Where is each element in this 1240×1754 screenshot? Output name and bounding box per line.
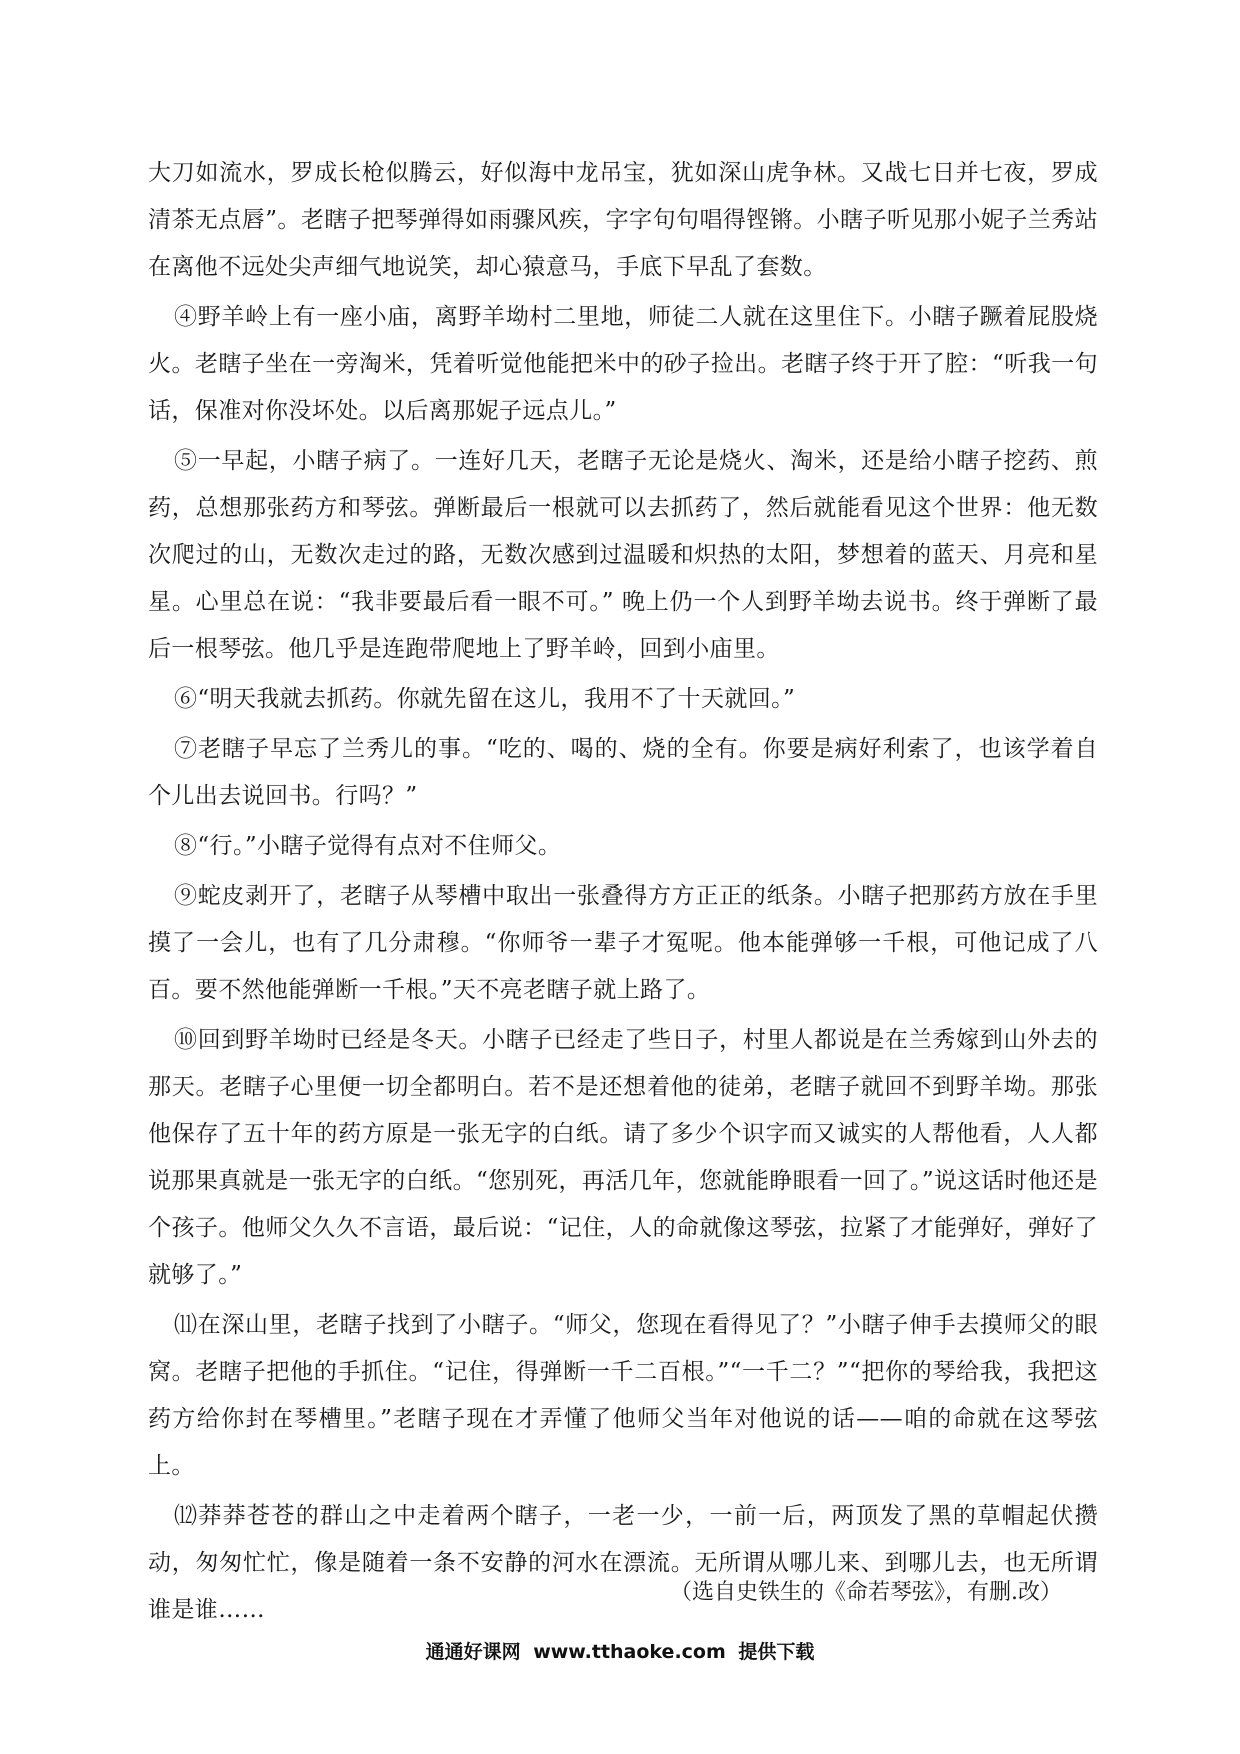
paragraph-continued: 大刀如流水，罗成长枪似腾云，好似海中龙吊宝，犹如深山虎争林。又战七日并七夜，罗成清茶无点唇”。老瞎子把琴弹得如雨骤风疾，字字句句唱得铿锵。小瞎子听见那小妮子兰秀站在离他不远处尖声细气地说笑，却心猿意马，手底下早乱了套数。 bbox=[148, 160, 1098, 280]
footer-url: www.tthaoke.com bbox=[533, 1641, 726, 1663]
paragraph-10: ⑩回到野羊坳时已经是冬天。小瞎子已经走了些日子，村里人都说是在兰秀嫁到山外去的那天。老瞎子心里便一切全都明白。若不是还想着他的徒弟，老瞎子就回不到野羊坳。那张他保存了五十年的药方原是一张无字的白纸。请了多少个识字而又诚实的人帮他看，人人都说那果真就是一张无字的白纸。“您别死，再活几年，您就能睁眼看一回了。”说这话时他还是个孩子。他师父久久不言语，最后说：“记住，人的命就像这琴弦，拉紧了才能弹好，弹好了就够了。” bbox=[148, 1027, 1098, 1288]
paragraph-8: ⑧“行。”小瞎子觉得有点对不住师父。 bbox=[174, 833, 562, 859]
source-citation: （选自史铁生的《命若琴弦》，有删.改） bbox=[670, 1580, 1062, 1605]
paragraph-11: ⑾在深山里，老瞎子找到了小瞎子。“师父，您现在看得见了？”小瞎子伸手去摸师父的眼窝。老瞎子把他的手抓住。“记住，得弹断一千二百根。”“一千二？”“把你的琴给我，我把这药方给你封在琴槽里。”老瞎子现在才弄懂了他师父当年对他说的话——咱的命就在这琴弦上。 bbox=[148, 1312, 1098, 1479]
paragraph-12: ⑿莽莽苍苍的群山之中走着两个瞎子，一老一少，一前一后，两顶发了黑的草帽起伏攒动，匆匆忙忙，像是随着一条不安静的河水在漂流。无所谓从哪儿来、到哪儿去，也无所谓谁是谁…… bbox=[148, 1503, 1098, 1623]
paragraph-5: ⑤一早起，小瞎子病了。一连好几天，老瞎子无论是烧火、淘米，还是给小瞎子挖药、煎药，总想那张药方和琴弦。弹断最后一根就可以去抓药了，然后就能看见这个世界：他无数次爬过的山，无数次走过的路，无数次感到过温暖和炽热的太阳，梦想着的蓝天、月亮和星星。心里总在说：“我非要最后看一眼不可。” 晚上仍一个人到野羊坳去说书。终于弹断了最后一根琴弦。他几乎是连跑带爬地上了野羊岭，回到小庙里。 bbox=[148, 448, 1098, 662]
paragraph-7: ⑦老瞎子早忘了兰秀儿的事。“吃的、喝的、烧的全有。你要是病好利索了，也该学着自个儿出去说回书。行吗？” bbox=[148, 736, 1098, 809]
article-body bbox=[148, 150, 1098, 1634]
paragraph-6: ⑥“明天我就去抓药。你就先留在这儿，我用不了十天就回。” bbox=[174, 686, 796, 712]
paragraph-9: ⑨蛇皮剥开了，老瞎子从琴槽中取出一张叠得方方正正的纸条。小瞎子把那药方放在手里摸了一会儿，也有了几分肃穆。“你师爷一辈子才冤呢。他本能弹够一千根，可他记成了八百。要不然他能弹断一千根。”天不亮老瞎子就上路了。 bbox=[148, 883, 1098, 1003]
paragraph-4: ④野羊岭上有一座小庙，离野羊坳村二里地，师徒二人就在这里住下。小瞎子蹶着屁股烧火。老瞎子坐在一旁淘米，凭着听觉他能把米中的砂子捡出。老瞎子终于开了腔：“听我一句话，保准对你没坏处。以后离那妮子远点儿。” bbox=[148, 304, 1098, 424]
footer-site-name: 通通好课网 bbox=[425, 1641, 521, 1663]
page-footer bbox=[0, 1637, 1240, 1667]
footer-suffix: 提供下载 bbox=[738, 1641, 815, 1663]
